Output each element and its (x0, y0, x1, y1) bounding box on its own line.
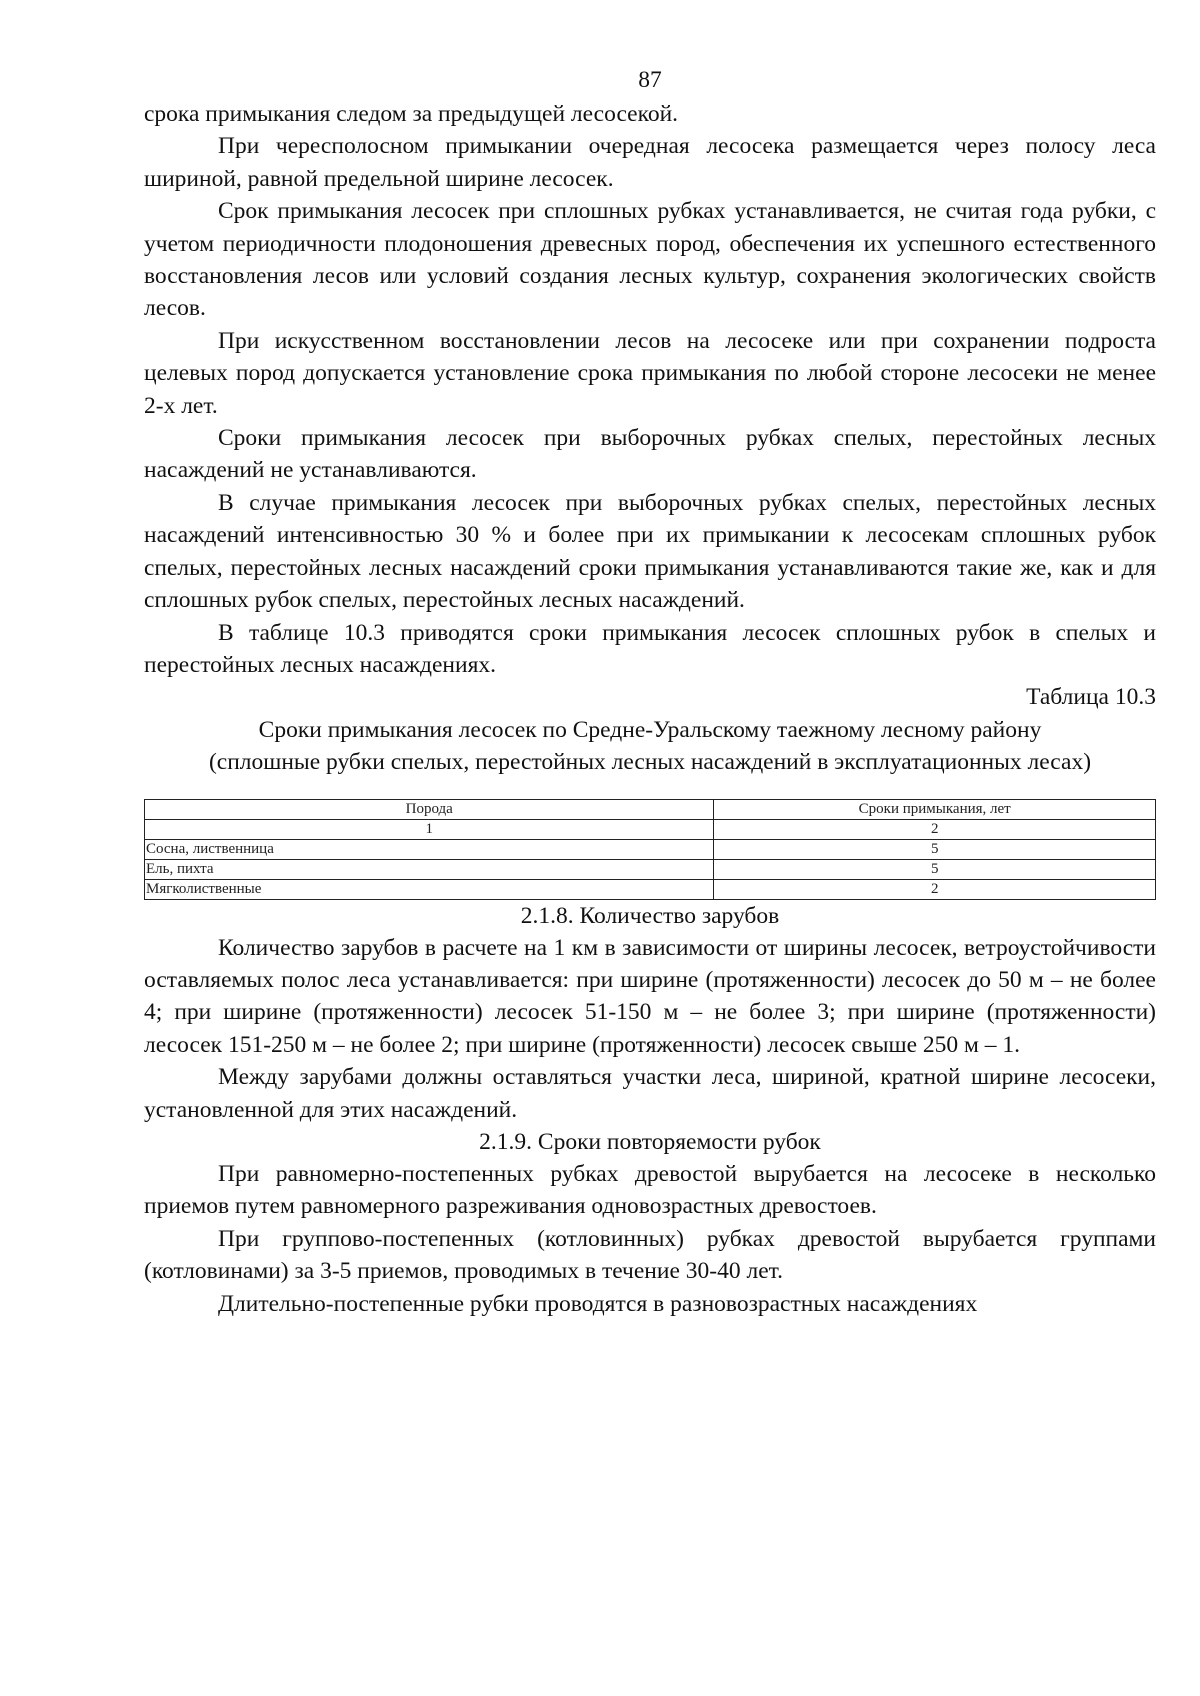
table-row (145, 839, 1156, 859)
table-title: Сроки примыкания лесосек по Средне-Уральскому таежному лесному району (258, 716, 1042, 743)
table-column-number-row (145, 819, 1156, 839)
paragraph: Сроки примыкания лесосек при выборочных рубках спелых, перестойных лесных насаждений не устанавливаются. (144, 425, 1156, 484)
table-label: Таблица 10.3 (1026, 684, 1156, 711)
column-header-species: Порода (145, 799, 714, 819)
paragraph: срока примыкания следом за предыдущей лесосекой. (144, 101, 679, 127)
paragraph: Длительно-постепенные рубки проводятся в разновозрастных насаждениях (218, 1290, 978, 1317)
document-page (144, 64, 1156, 1320)
column-header-years: Сроки примыкания, лет (714, 799, 1156, 819)
paragraph: Между зарубами должны оставляться участки леса, шириной, кратной ширине лесосеки, установленной для этих насаждений. (144, 1064, 1156, 1123)
paragraph: При искусственном восстановлении лесов на лесосеке или при сохранении подроста целевых пород допускается установление срока примыкания по любой стороне лесосеки не менее 2-х лет. (144, 327, 1156, 419)
paragraph: При равномерно-постепенных рубках древостой вырубается на лесосеке в несколько приемов путем равномерного разреживания одновозрастных древостоев. (144, 1160, 1156, 1220)
column-number: 1 (145, 819, 714, 839)
page-number: 87 (638, 67, 662, 93)
table-row (145, 879, 1156, 899)
table-subtitle: (сплошные рубки спелых, перестойных лесных насаждений в эксплуатационных лесах) (208, 749, 1092, 776)
paragraph: В случае примыкания лесосек при выборочных рубках спелых, перестойных лесных насаждений интенсивностью 30 % и более при их примыкании к лесосекам сплошных рубок спелых, перестойных лесных насаждений сроки примыкания устанавливаются такие же, как и для сплошных рубок спелых, перестойных лесных насаждений. (144, 489, 1156, 614)
paragraph: Количество зарубов в расчете на 1 км в зависимости от ширины лесосек, ветроустойчивости оставляемых полос леса устанавливается: при ширине (протяженности) лесосек до 50 м – не более 4; при ширине (протяженности) лесосек 51-150 м – не более 3; при ширине (протяженности) лесосек 151-250 м – не более 2; при ширине (протяженности) лесосек свыше 250 м – 1. (144, 934, 1156, 1058)
species-cell: Ель, пихта (145, 859, 714, 879)
paragraph: При чересполосном примыкании очередная лесосека размещается через полосу леса шириной, равной предельной ширине лесосек. (144, 133, 1156, 192)
section-heading: 2.1.9. Сроки повторяемости рубок (479, 1128, 821, 1155)
column-number: 2 (714, 819, 1156, 839)
paragraph: Срок примыкания лесосек при сплошных рубках устанавливается, не считая года рубки, с учетом периодичности плодоношения древесных пород, обеспечения их успешного естественного восстановления лесов или условий создания лесных культур, сохранения экологических свойств лесов. (144, 198, 1156, 322)
section-heading: 2.1.8. Количество зарубов (520, 902, 780, 929)
years-cell: 5 (714, 839, 1156, 859)
table-row (145, 859, 1156, 879)
cutting-adjacency-table (144, 799, 1156, 900)
table-header-row (145, 799, 1156, 819)
years-cell: 2 (714, 879, 1156, 899)
species-cell: Мягколиственные (145, 879, 714, 899)
paragraph: В таблице 10.3 приводятся сроки примыкания лесосек сплошных рубок в спелых и перестойных лесных насаждениях. (144, 619, 1156, 678)
years-cell: 5 (714, 859, 1156, 879)
paragraph: При группово-постепенных (котловинных) рубках древостой вырубается группами (котловинами) за 3-5 приемов, проводимых в течение 30-40 лет. (144, 1225, 1156, 1285)
species-cell: Сосна, лиственница (145, 839, 714, 859)
